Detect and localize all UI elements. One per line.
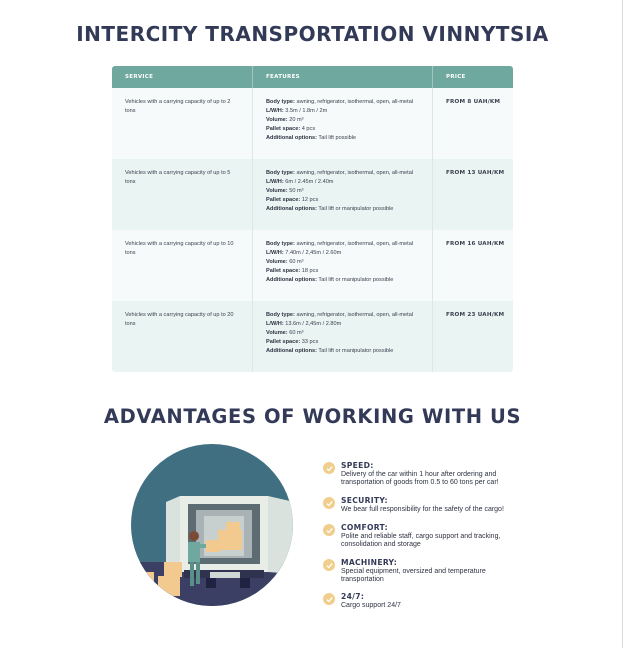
features-cell — [253, 88, 433, 159]
additional-options-label: Additional options: — [266, 134, 317, 141]
page-title: INTERCITY TRANSPORTATION VINNYTSIA — [76, 22, 549, 46]
price-cell: FROM 16 UAH/KM — [446, 241, 505, 247]
delivery-truck-illustration — [112, 444, 312, 606]
body-type-value: awning, refrigerator, isothermal, open, all-metal — [296, 99, 414, 105]
check-icon — [323, 462, 335, 474]
pricing-table — [112, 66, 513, 372]
body-type-value: awning, refrigerator, isothermal, open, all-metal — [296, 241, 414, 247]
volume-value: 20 m³ — [289, 116, 304, 123]
table-header — [112, 66, 513, 88]
header-service: SERVICE — [112, 66, 253, 88]
header-price: PRICE — [446, 74, 466, 80]
additional-options-value: Tail lift or manipulator possible — [318, 276, 394, 283]
volume-value: 60 m³ — [289, 258, 304, 265]
additional-options-value: Tail lift possible — [318, 134, 357, 141]
body-type-label: Body type: — [266, 241, 295, 247]
check-icon — [323, 593, 335, 605]
advantage-heading: COMFORT: — [341, 523, 388, 532]
pallet-space-value: 18 pcs — [301, 267, 319, 274]
table-row — [112, 88, 513, 159]
volume-label: Volume: — [266, 258, 288, 265]
body-type-value: awning, refrigerator, isothermal, open, all-metal — [296, 170, 414, 176]
pallet-space-label: Pallet space: — [266, 267, 301, 274]
pallet-space-value: 4 pcs — [301, 125, 316, 132]
additional-options-label: Additional options: — [266, 347, 317, 354]
service-cell: Vehicles with a carrying capacity of up to 5 tons — [112, 159, 253, 230]
features-cell — [253, 301, 433, 372]
advantage-heading: MACHINERY: — [341, 558, 398, 567]
advantages-title: ADVANTAGES OF WORKING WITH US — [103, 405, 522, 428]
lwh-value: 13.6m / 2,45m / 2.80m — [285, 320, 342, 327]
body-type-label: Body type: — [266, 99, 295, 105]
lwh-label: L/W/H: — [266, 249, 284, 256]
advantage-heading: SECURITY: — [341, 496, 388, 505]
price-cell: FROM 8 UAH/KM — [446, 99, 501, 105]
lwh-label: L/W/H: — [266, 320, 284, 327]
additional-options-label: Additional options: — [266, 276, 317, 283]
service-cell: Vehicles with a carrying capacity of up to 2 tons — [112, 88, 253, 159]
advantage-description: We bear full responsibility for the safety of the cargo! — [341, 506, 504, 513]
features-cell — [253, 230, 433, 301]
pallet-space-label: Pallet space: — [266, 338, 301, 345]
features-cell — [253, 159, 433, 230]
additional-options-value: Tail lift or manipulator possible — [318, 347, 394, 354]
price-cell: FROM 23 UAH/KM — [446, 312, 505, 318]
volume-value: 50 m³ — [289, 187, 304, 194]
advantage-description: Polite and reliable staff, cargo support and tracking, consolidation and storage — [341, 533, 501, 549]
volume-label: Volume: — [266, 329, 288, 336]
lwh-value: 6m / 2.45m / 2.40m — [285, 178, 334, 185]
advantage-description: Cargo support 24/7 — [341, 602, 401, 609]
pallet-space-label: Pallet space: — [266, 196, 301, 203]
additional-options-value: Tail lift or manipulator possible — [318, 205, 394, 212]
lwh-value: 3.5m / 1.8m / 2m — [285, 107, 328, 114]
lwh-label: L/W/H: — [266, 107, 284, 114]
page-edge-divider — [622, 0, 623, 648]
body-type-label: Body type: — [266, 170, 295, 176]
advantage-description: Special equipment, oversized and temperature transportation — [341, 568, 486, 584]
check-icon — [323, 559, 335, 571]
body-type-value: awning, refrigerator, isothermal, open, all-metal — [296, 312, 414, 318]
price-cell: FROM 13 UAH/KM — [446, 170, 505, 176]
advantage-heading: SPEED: — [341, 461, 374, 470]
header-features: FEATURES — [253, 66, 433, 88]
pallet-space-label: Pallet space: — [266, 125, 301, 132]
volume-label: Volume: — [266, 116, 288, 123]
lwh-label: L/W/H: — [266, 178, 284, 185]
pallet-space-value: 12 pcs — [301, 196, 319, 203]
volume-value: 60 m³ — [289, 329, 304, 336]
service-cell: Vehicles with a carrying capacity of up to 20 tons — [112, 301, 253, 372]
additional-options-label: Additional options: — [266, 205, 317, 212]
volume-label: Volume: — [266, 187, 288, 194]
table-body — [112, 88, 513, 372]
advantage-heading: 24/7: — [341, 592, 365, 601]
check-icon — [323, 524, 335, 536]
table-row — [112, 159, 513, 230]
service-cell: Vehicles with a carrying capacity of up to 10 tons — [112, 230, 253, 301]
advantage-description: Delivery of the car within 1 hour after ordering and transportation of goods from 0.5 to 60 tons per car! — [341, 471, 499, 487]
table-row — [112, 230, 513, 301]
check-icon — [323, 497, 335, 509]
pallet-space-value: 33 pcs — [301, 338, 319, 345]
lwh-value: 7.40m / 2,45m / 2.60m — [285, 249, 342, 256]
body-type-label: Body type: — [266, 312, 295, 318]
table-row — [112, 301, 513, 372]
